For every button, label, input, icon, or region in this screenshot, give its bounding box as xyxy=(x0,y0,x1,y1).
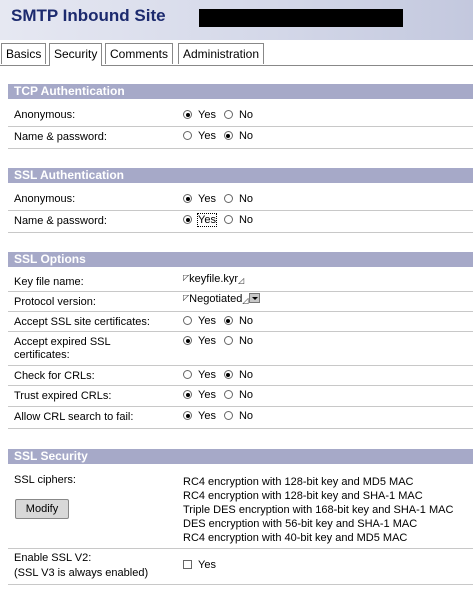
redacted-server-name xyxy=(199,9,403,27)
tcp-anonymous-row xyxy=(8,105,473,127)
key-file-row xyxy=(8,272,473,292)
cipher-item: RC4 encryption with 128-bit key and SHA-1 MAC xyxy=(183,490,423,502)
field-end-mark: ◿ xyxy=(242,296,249,305)
ssl-ciphers-label: SSL ciphers: xyxy=(14,474,76,486)
cipher-item: RC4 encryption with 128-bit key and MD5 MAC xyxy=(183,476,414,488)
protocol-version-row xyxy=(8,292,473,312)
accept-expired-label: Accept expired SSL certificates: xyxy=(14,336,111,361)
key-file-value: keyfile.kyr xyxy=(189,273,239,285)
allow-crl-fail-options: Yes No xyxy=(183,410,261,422)
tcp-name-password-label: Name & password: xyxy=(14,131,107,143)
cipher-item: RC4 encryption with 40-bit key and MD5 MAC xyxy=(183,532,408,544)
allow-crl-fail-no-radio[interactable] xyxy=(224,411,233,420)
trust-expired-crls-options: Yes No xyxy=(183,389,261,401)
ssl-name-password-yes-radio[interactable] xyxy=(183,215,192,224)
protocol-version-label: Protocol version: xyxy=(14,296,96,308)
accept-site-certs-label: Accept SSL site certificates: xyxy=(14,316,150,328)
ssl-anonymous-yes-radio[interactable] xyxy=(183,194,192,203)
key-file-field[interactable] xyxy=(183,273,244,285)
allow-crl-fail-label: Allow CRL search to fail: xyxy=(14,411,134,423)
section-ssl-authentication: SSL Authentication xyxy=(8,168,473,183)
trust-expired-crls-label: Trust expired CRLs: xyxy=(14,390,112,402)
tab-comments[interactable]: Comments xyxy=(105,43,173,64)
accept-site-certs-options: Yes No xyxy=(183,315,261,327)
ssl-anonymous-row xyxy=(8,189,473,211)
accept-expired-options: Yes No xyxy=(183,335,261,347)
field-start-mark: ◸ xyxy=(183,293,190,302)
trust-expired-crls-yes-radio[interactable] xyxy=(183,390,192,399)
accept-expired-row xyxy=(8,332,473,366)
trust-expired-crls-no-radio[interactable] xyxy=(224,390,233,399)
tab-basics[interactable]: Basics xyxy=(1,43,46,64)
key-file-label: Key file name: xyxy=(14,276,84,288)
tcp-anonymous-options: Yes No xyxy=(183,109,261,121)
check-crls-no-radio[interactable] xyxy=(224,370,233,379)
ssl-v2-row xyxy=(8,549,473,585)
allow-crl-fail-yes-radio[interactable] xyxy=(183,411,192,420)
check-crls-options: Yes No xyxy=(183,369,261,381)
ssl-name-password-row xyxy=(8,211,473,233)
ssl-ciphers-row xyxy=(8,469,473,549)
accept-expired-yes-radio[interactable] xyxy=(183,336,192,345)
accept-expired-no-radio[interactable] xyxy=(224,336,233,345)
ssl-anonymous-label: Anonymous: xyxy=(14,193,76,205)
page-title: SMTP Inbound Site xyxy=(11,6,166,25)
ssl-v2-note: (SSL V3 is always enabled) xyxy=(14,567,149,579)
section-ssl-security: SSL Security xyxy=(8,449,473,464)
tcp-name-password-no-radio[interactable] xyxy=(224,131,233,140)
ssl-anonymous-no-radio[interactable] xyxy=(224,194,233,203)
accept-site-certs-row xyxy=(8,312,473,332)
protocol-version-value: Negotiated xyxy=(189,293,243,305)
cipher-item: DES encryption with 56-bit key and SHA-1 MAC xyxy=(183,518,418,530)
tcp-name-password-options: Yes No xyxy=(183,130,261,142)
ssl-name-password-options: Yes No xyxy=(183,214,261,226)
ssl-v2-checkbox[interactable] xyxy=(183,560,192,569)
ssl-name-password-label: Name & password: xyxy=(14,215,107,227)
allow-crl-fail-row xyxy=(8,407,473,429)
ssl-v2-option: Yes xyxy=(183,559,224,571)
tab-bar xyxy=(0,40,473,66)
accept-site-certs-no-radio[interactable] xyxy=(224,316,233,325)
section-ssl-options: SSL Options xyxy=(8,252,473,267)
trust-expired-crls-row xyxy=(8,386,473,407)
tcp-anonymous-no-radio[interactable] xyxy=(224,110,233,119)
tcp-anonymous-label: Anonymous: xyxy=(14,109,76,121)
check-crls-label: Check for CRLs: xyxy=(14,370,95,382)
tcp-anonymous-yes-radio[interactable] xyxy=(183,110,192,119)
field-end-mark: ◿ xyxy=(238,276,245,285)
tcp-name-password-yes-radio[interactable] xyxy=(183,131,192,140)
tab-security[interactable]: Security xyxy=(49,43,102,66)
page-header xyxy=(0,0,473,40)
protocol-version-select[interactable] xyxy=(183,293,260,305)
ssl-v2-label: Enable SSL V2: xyxy=(14,552,92,564)
accept-site-certs-yes-radio[interactable] xyxy=(183,316,192,325)
ssl-anonymous-options: Yes No xyxy=(183,193,261,205)
tcp-name-password-row xyxy=(8,127,473,149)
tab-administration[interactable]: Administration xyxy=(178,43,264,64)
check-crls-yes-radio[interactable] xyxy=(183,370,192,379)
check-crls-row xyxy=(8,366,473,386)
field-start-mark: ◸ xyxy=(183,273,190,282)
modify-ciphers-button[interactable]: Modify xyxy=(15,499,69,519)
ssl-name-password-no-radio[interactable] xyxy=(224,215,233,224)
cipher-item: Triple DES encryption with 168-bit key and SHA-1 MAC xyxy=(183,504,454,516)
section-tcp-authentication: TCP Authentication xyxy=(8,84,473,99)
chevron-down-icon[interactable] xyxy=(249,293,260,303)
